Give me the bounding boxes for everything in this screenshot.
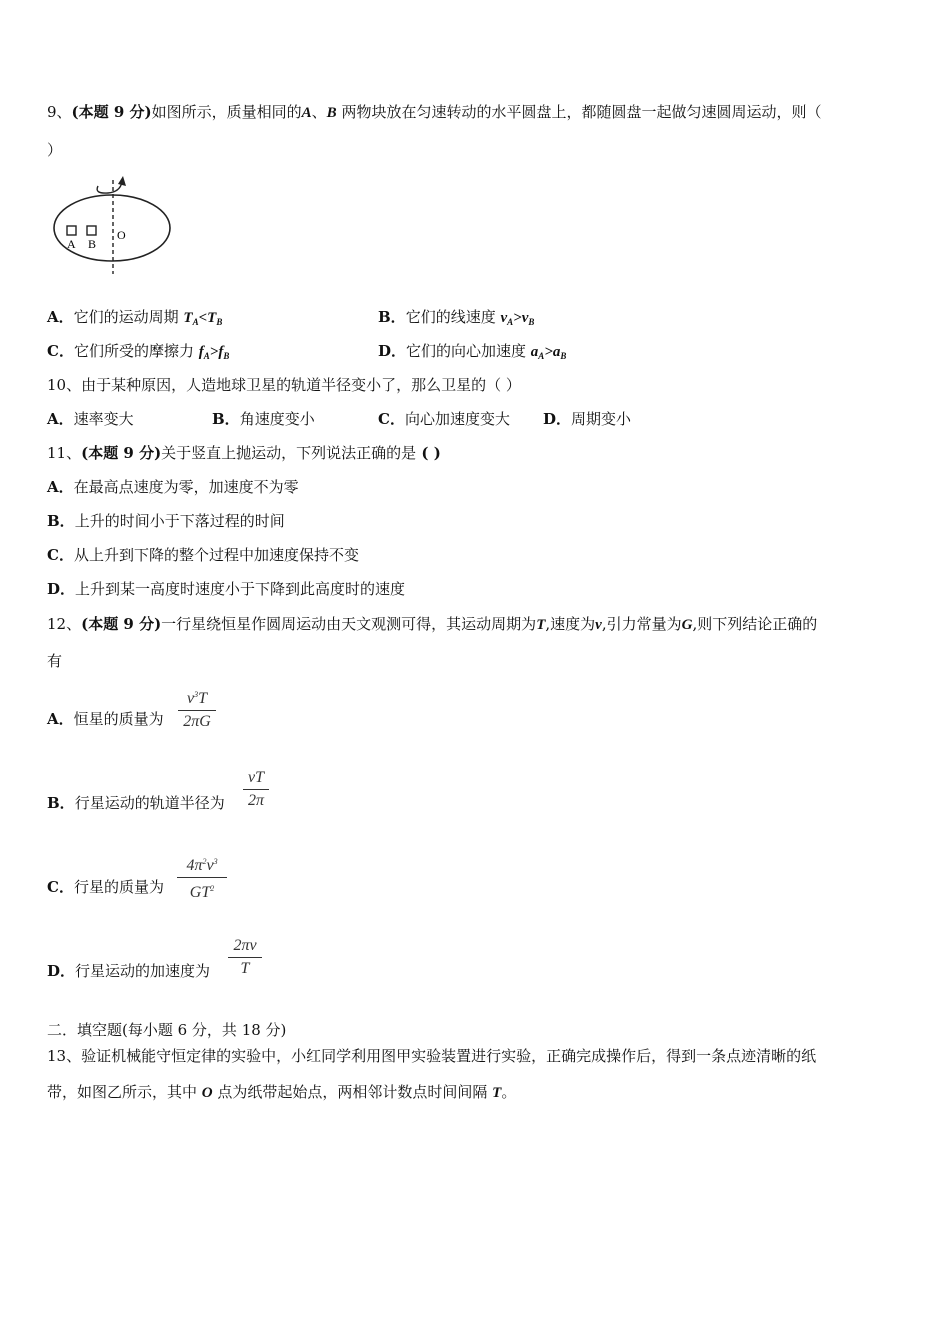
q12-option-d-fraction: 2πv T [228, 937, 262, 978]
q9-text-b: 两物块放在匀速转动的水平圆盘上，都随圆盘一起做匀速圆周运动，则（ [336, 103, 822, 121]
q12-stem-line2: 有 [47, 652, 63, 670]
q9-sep: 、 [311, 103, 327, 121]
q11-option-d: D．上升到某一高度时速度小于下降到此高度时的速度 [47, 580, 406, 598]
q12-option-a: A．恒星的质量为 [47, 710, 164, 728]
q9-number: 9、 [47, 103, 72, 121]
label-b: B [88, 237, 97, 251]
q9-var-b: B [326, 105, 337, 121]
rotating-disk-figure [50, 170, 180, 278]
q9-text-a: 如图所示，质量相同的 [151, 103, 302, 121]
q11-option-b: B．上升的时间小于下落过程的时间 [47, 512, 285, 530]
q10-option-a: A．速率变大 [47, 410, 134, 428]
q12-stem-line1: 12、(本题 9 分)一行星绕恒星作圆周运动由天文观测可得，其运动周期为T,速度为v,引力常量为G,则下列结论正确的 [47, 615, 818, 633]
block-a [67, 226, 76, 235]
q12-option-a-fraction: $v^3T$ 2πG [178, 686, 216, 731]
q10-option-c: C．向心加速度变大 [378, 410, 510, 428]
rotation-arrowhead [118, 176, 126, 186]
q9-option-a: A．它们的运动周期 $T_A<T_B$ [47, 308, 223, 327]
section-2-title: 二．填空题(每小题 6 分，共 18 分) [47, 1021, 287, 1039]
q12-option-b-fraction: vT 2π [243, 769, 269, 810]
q9-option-c: C．它们所受的摩擦力 $f_A>f_B$ [47, 342, 230, 361]
q12-option-d: D．行星运动的加速度为 [47, 962, 211, 980]
block-b [87, 226, 96, 235]
q9-option-b: B．它们的线速度 $v_A>v_B$ [378, 308, 535, 327]
q12-option-c-fraction: $4\pi^2v^3$ $GT^2$ [177, 853, 227, 902]
q9-stem-line2: ） [47, 141, 63, 159]
q13-line2: 带，如图乙所示，其中 O 点为纸带起始点，两相邻计数点时间间隔 T。 [47, 1083, 517, 1101]
q9-stem-line1 [47, 102, 821, 123]
q9-var-a: A [301, 105, 312, 121]
q11-option-c: C．从上升到下降的整个过程中加速度保持不变 [47, 546, 359, 564]
q10-stem: 10、由于某种原因，人造地球卫星的轨道半径变小了，那么卫星的（ ） [47, 376, 521, 394]
disk-ellipse [54, 195, 170, 261]
q13-line1: 13、验证机械能守恒定律的实验中，小红同学利用图甲实验装置进行实验，正确完成操作后，得到一条点迹清晰的纸 [47, 1047, 817, 1065]
q9-score: (本题 9 分) [71, 103, 152, 121]
q9-option-d: D．它们的向心加速度 $a_A>a_B$ [378, 342, 567, 361]
label-o: O [117, 228, 126, 242]
q11-option-a: A．在最高点速度为零，加速度不为零 [47, 478, 299, 496]
q11-stem: 11、(本题 9 分)关于竖直上抛运动，下列说法正确的是 ( ) [47, 444, 441, 462]
q12-option-b: B．行星运动的轨道半径为 [47, 794, 225, 812]
label-a: A [67, 237, 76, 251]
q10-option-d: D．周期变小 [543, 410, 632, 428]
q10-option-b: B．角速度变小 [212, 410, 315, 428]
q12-option-c: C．行星的质量为 [47, 878, 164, 896]
